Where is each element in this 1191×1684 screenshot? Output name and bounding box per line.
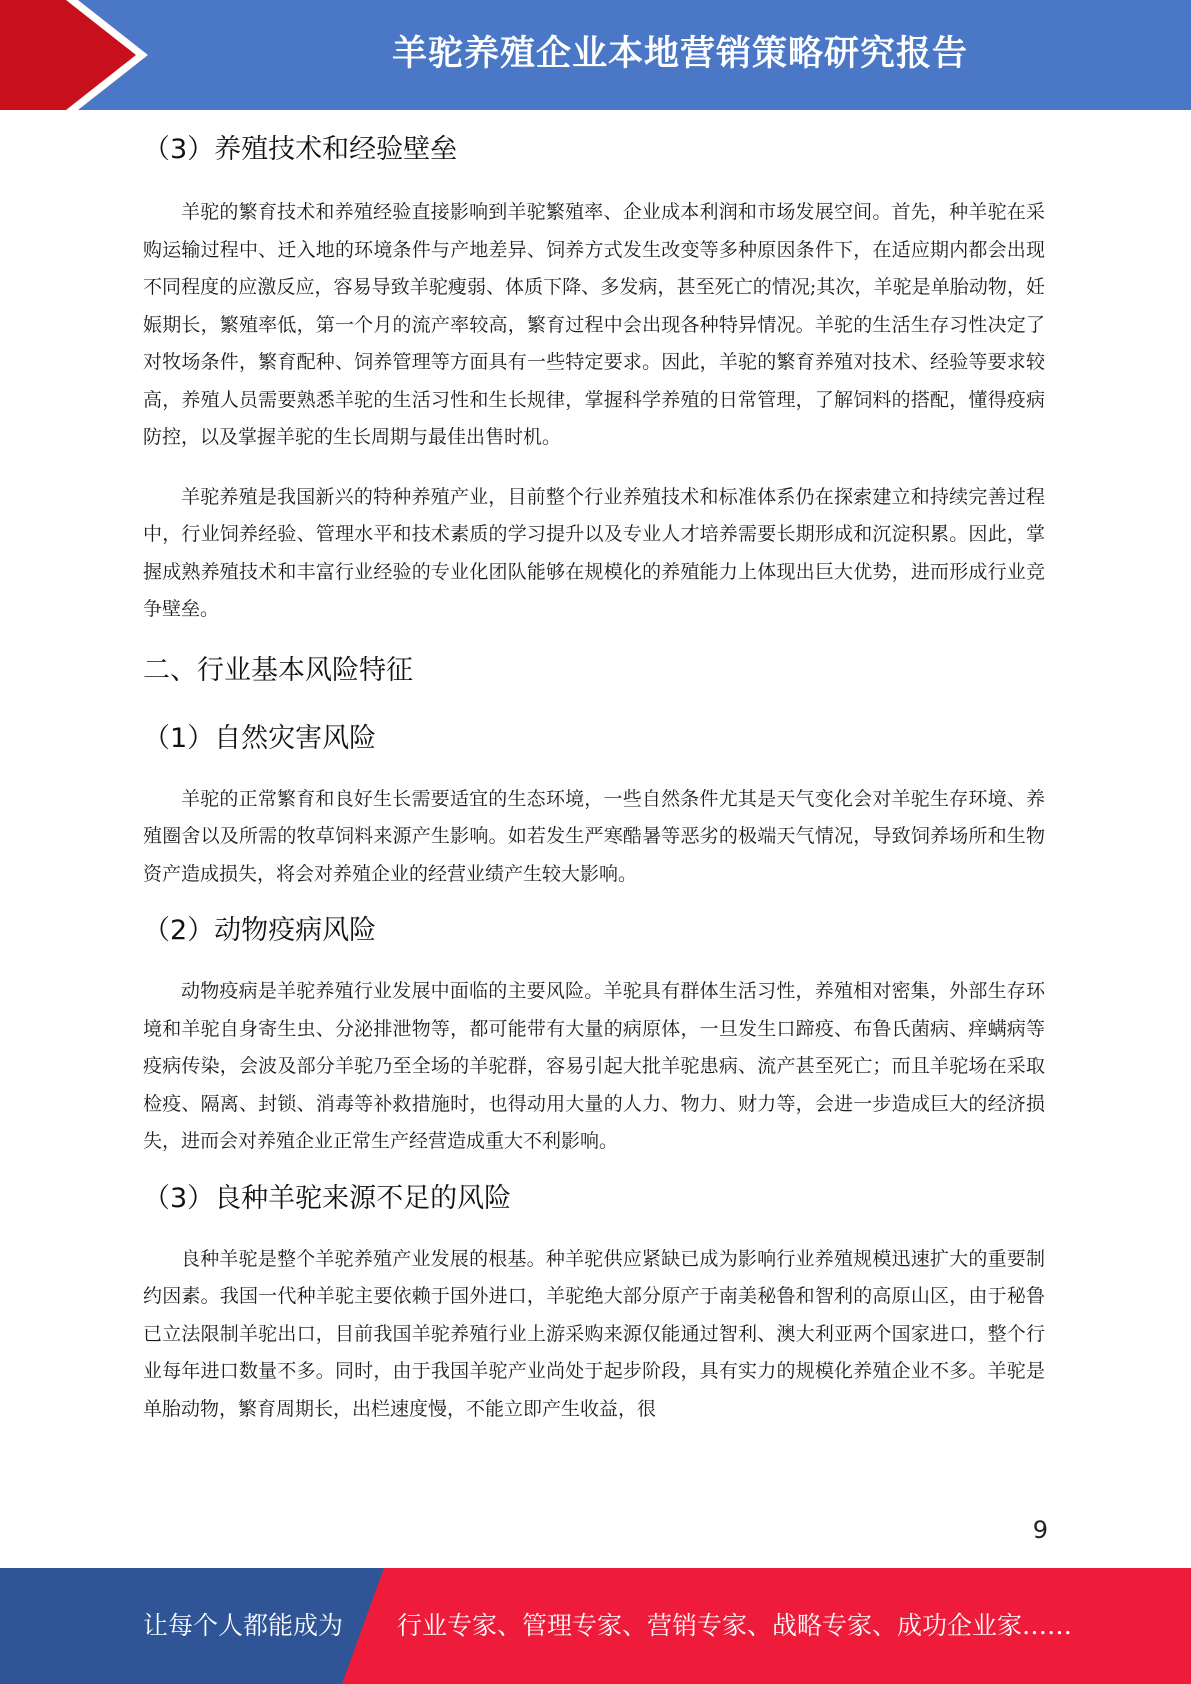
section-heading-epidemic: （2）动物疫病风险: [143, 915, 377, 946]
page-header: [0, 0, 1191, 110]
document-body: [143, 126, 1045, 1428]
section-heading-breed-supply: （3）良种羊驼来源不足的风险: [143, 1182, 512, 1214]
body-paragraph: 动物疫病是羊驼养殖行业发展中面临的主要风险。羊驼具有群体生活习性，养殖相对密集，外部生存环境和羊驼自身寄生虫、分泌排泄物等，都可能带有大量的病原体，一旦发生口蹄疫、布鲁氏菌病、痒螨病等疫病传染，会波及部分羊驼乃至全场的羊驼群，容易引起大批羊驼患病、流产甚至死亡；而且羊驼场在采取检疫、隔离、封锁、消毒等补救措施时，也得动用大量的人力、物力、财力等，会进一步造成巨大的经济损失，进而会对养殖企业正常生产经营造成重大不利影响。: [143, 980, 1045, 1152]
page-number: 9: [1032, 1516, 1048, 1544]
report-title: 羊驼养殖企业本地营销策略研究报告: [391, 34, 968, 74]
footer-slogan-left: 让每个人都能成为: [143, 1611, 344, 1640]
body-paragraph: 羊驼的正常繁育和良好生长需要适宜的生态环境，一些自然条件尤其是天气变化会对羊驼生存环境、养殖圈舍以及所需的牧草饲料来源产生影响。如若发生严寒酷暑等恶劣的极端天气情况，导致饲养场所和生物资产造成损失，将会对养殖企业的经营业绩产生较大影响。: [143, 787, 1045, 885]
section-heading-natural-disaster: （1）自然灾害风险: [143, 722, 377, 754]
body-paragraph: 良种羊驼是整个羊驼养殖产业发展的根基。种羊驼供应紧缺已成为影响行业养殖规模迅速扩大的重要制约因素。我国一代种羊驼主要依赖于国外进口，羊驼绝大部分原产于南美秘鲁和智利的高原山区，由于秘鲁已立法限制羊驼出口，目前我国羊驼养殖行业上游采购来源仅能通过智利、澳大利亚两个国家进口，整个行业每年进口数量不多。同时，由于我国羊驼产业尚处于起步阶段，具有实力的规模化养殖企业不多。羊驼是单胎动物，繁育周期长，出栏速度慢，不能立即产生收益，很: [143, 1247, 1045, 1420]
major-heading-risks: 二、行业基本风险特征: [143, 654, 413, 686]
section-heading-barriers: （3）养殖技术和经验壁垒: [143, 134, 458, 165]
body-paragraph: 羊驼的繁育技术和养殖经验直接影响到羊驼繁殖率、企业成本利润和市场发展空间。首先，种羊驼在采购运输过程中、迁入地的环境条件与产地差异、饲养方式发生改变等多种原因条件下，在适应期内都会出现不同程度的应激反应，容易导致羊驼瘦弱、体质下降、多发病，甚至死亡的情况;其次，羊驼是单胎动物，妊娠期长，繁殖率低，第一个月的流产率较高，繁育过程中会出现各种特异情况。羊驼的生活生存习性决定了对牧场条件，繁育配种、饲养管理等方面具有一些特定要求。因此，羊驼的繁育养殖对技术、经验等要求较高，养殖人员需要熟悉羊驼的生活习性和生长规律，掌握科学养殖的日常管理，了解饲料的搭配，懂得疫病防控，以及掌握羊驼的生长周期与最佳出售时机。: [143, 201, 1045, 448]
body-paragraph: 羊驼养殖是我国新兴的特种养殖产业，目前整个行业养殖技术和标准体系仍在探索建立和持续完善过程中，行业饲养经验、管理水平和技术素质的学习提升以及专业人才培养需要长期形成和沉淀积累。因此，掌握成熟养殖技术和丰富行业经验的专业化团队能够在规模化的养殖能力上体现出巨大优势，进而形成行业竞争壁垒。: [143, 485, 1045, 620]
footer-slogan-right: 行业专家、管理专家、营销专家、战略专家、成功企业家……: [397, 1611, 1073, 1640]
page-footer: [0, 1568, 1191, 1684]
